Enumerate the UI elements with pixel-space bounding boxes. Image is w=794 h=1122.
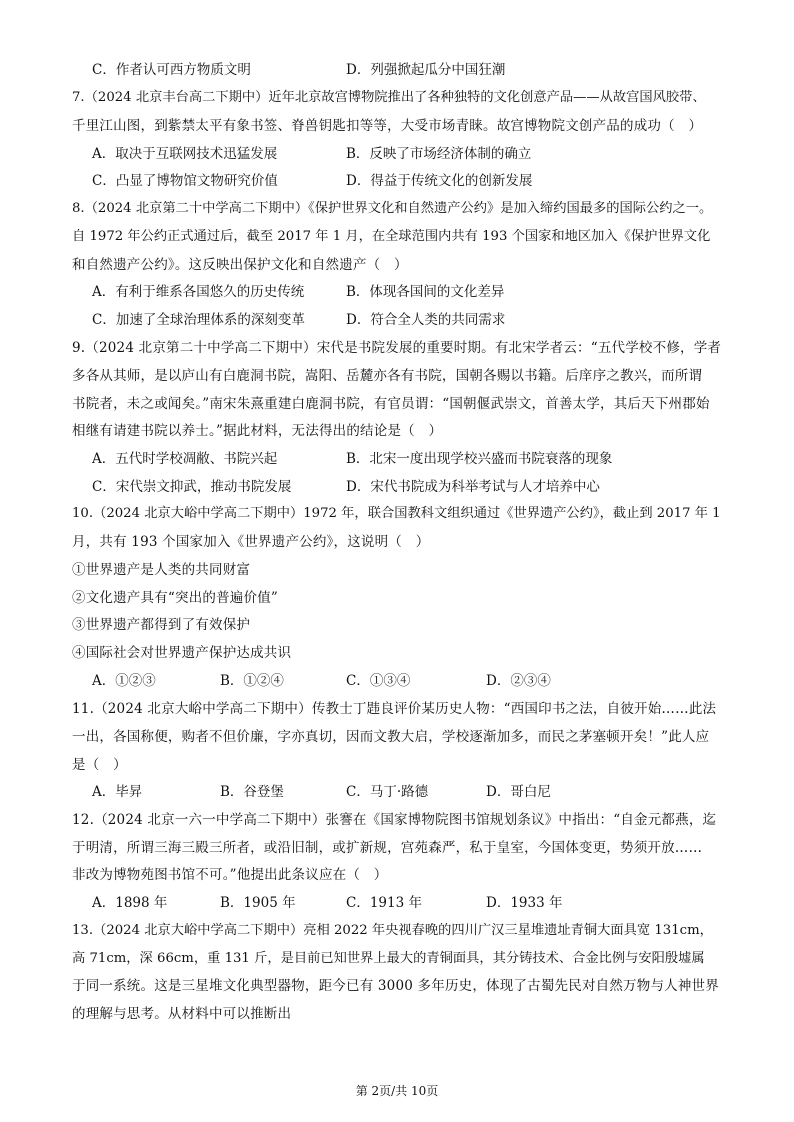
q13-stem-line-1: 13.（2024 北京大峪中学高二下期中）亮相 2022 年央视春晚的四川广汉三星堆遗址青铜大面具宽 131cm， xyxy=(72,923,713,938)
q9-stem-line-1: 9.（2024 北京第二十中学高二下期中）宋代是书院发展的重要时期。有北宋学者云：“五代学校不修，学者 xyxy=(72,340,722,356)
q12-option-d: D．1933 年 xyxy=(486,895,563,911)
q10-statement-1: ①世界遗产是人类的共同财富 xyxy=(72,562,251,578)
q9-option-d: D．宋代书院成为科举考试与人才培养中心 xyxy=(346,479,600,495)
q12-stem-line-3: 非改为博物苑图书馆不可。”他提出此条议应在（ ） xyxy=(72,867,388,883)
q8-option-a: A．有利于维系各国悠久的历史传统 xyxy=(92,284,305,300)
q13-stem-line-3: 于同一系统。这是三星堆文化典型器物，距今已有 3000 多年历史，体现了古蜀先民对自然万物与人神世界 xyxy=(72,978,719,994)
q8-stem-line-3: 和自然遗产公约》。这反映出保护文化和自然遗产（ ） xyxy=(72,257,408,273)
q9-option-b: B．北宋一度出现学校兴盛而书院衰落的现象 xyxy=(346,451,613,467)
q11-stem-line-1: 11.（2024 北京大峪中学高二下期中）传教士丁韪良评价某历史人物：“西国印书之法，自彼开始……此法 xyxy=(72,701,717,717)
q6-option-d: D．列强掀起瓜分中国狂潮 xyxy=(346,62,506,78)
q6-option-c: C．作者认可西方物质文明 xyxy=(92,62,251,78)
q9-option-a: A．五代时学校凋敝、书院兴起 xyxy=(92,451,278,467)
q12-stem-line-1: 12.（2024 北京一六一中学高二下期中）张謇在《国家博物院图书馆规划条议》中指出：“自金元都燕，迄 xyxy=(72,812,717,828)
q9-stem-line-4: 相继有请建书院以养士。”据此材料，无法得出的结论是（ ） xyxy=(72,423,443,439)
q7-option-a: A．取决于互联网技术迅猛发展 xyxy=(92,146,278,162)
q8-option-b: B．体现各国间的文化差异 xyxy=(346,284,505,300)
q11-option-b: B．谷登堡 xyxy=(220,784,284,800)
q7-option-d: D．得益于传统文化的创新发展 xyxy=(346,173,533,189)
q12-option-c: C．1913 年 xyxy=(346,895,422,911)
q11-option-d: D．哥白尼 xyxy=(486,784,551,800)
page-footer: 第 2页/共 10页 xyxy=(355,1084,439,1098)
q10-statement-4: ④国际社会对世界遗产保护达成共识 xyxy=(72,645,292,661)
q9-stem-line-2: 多各从其师，是以庐山有白鹿洞书院，嵩阳、岳麓亦各有书院，国朝各赐以书籍。后庠序之教兴，而所谓 xyxy=(72,368,703,384)
q10-statement-3: ③世界遗产都得到了有效保护 xyxy=(72,617,251,633)
q13-stem-line-4: 的理解与思考。从材料中可以推断出 xyxy=(72,1006,292,1022)
q7-option-b: B．反映了市场经济体制的确立 xyxy=(346,146,532,162)
q12-option-b: B．1905 年 xyxy=(220,895,296,911)
q10-option-d: D．②③④ xyxy=(486,673,551,689)
q10-statement-2: ②文化遗产具有“突出的普遍价值” xyxy=(72,590,279,606)
q8-stem-line-2: 自 1972 年公约正式通过后，截至 2017 年 1 月，在全球范围内共有 193 个国家和地区加入《保护世界文化 xyxy=(72,229,711,244)
q12-option-a: A．1898 年 xyxy=(92,895,168,911)
q7-stem-line-1: 7.（2024 北京丰台高二下期中）近年北京故宫博物院推出了各种独特的文化创意产品——从故宫国风胶带、 xyxy=(72,90,706,105)
q9-option-c: C．宋代崇文抑武，推动书院发展 xyxy=(92,479,292,495)
q13-stem-line-2: 高 71cm，深 66cm，重 131 斤，是目前已知世界上最大的青铜面具，其分铸技术、合金比例与安阳殷墟属 xyxy=(72,951,705,966)
q10-option-c: C．①③④ xyxy=(346,673,411,689)
q11-stem-line-2: 一出，各国称便，购者不但价廉，字亦真切，因而文教大启，学校逐渐加多，而民之茅塞顿开矣！”此人应 xyxy=(72,729,710,745)
q10-option-a: A．①②③ xyxy=(92,673,156,689)
q8-option-d: D．符合全人类的共同需求 xyxy=(346,312,506,328)
q11-option-c: C．马丁·路德 xyxy=(346,784,429,800)
q10-stem-line-2: 月，共有 193 个国家加入《世界遗产公约》，这说明（ ） xyxy=(72,534,430,550)
q7-stem-line-2: 千里江山图，到紫禁太平有象书签、脊兽钥匙扣等等，大受市场青睐。故宫博物院文创产品的成功（ ） xyxy=(72,118,703,134)
q9-stem-line-3: 书院者，未之或闻矣。”南宋朱熹重建白鹿洞书院，有官员谓：“国朝偃武崇文，首善太学，其后天下州郡始 xyxy=(72,396,710,412)
q10-option-b: B．①②④ xyxy=(220,673,284,689)
q12-stem-line-2: 于明清，所谓三海三殿三所者，或沿旧制，或扩新规，宫苑森严，私于皇室，今国体变更，势须开放…… xyxy=(72,840,703,856)
q11-option-a: A．毕昇 xyxy=(92,784,143,800)
q7-option-c: C．凸显了博物馆文物研究价值 xyxy=(92,173,278,189)
q11-stem-line-3: 是（ ） xyxy=(72,757,127,773)
q8-option-c: C．加速了全球治理体系的深刻变革 xyxy=(92,312,305,328)
q10-stem-line-1: 10.（2024 北京大峪中学高二下期中）1972 年，联合国教科文组织通过《世界遗产公约》，截止到 2017 年 1 xyxy=(72,506,721,521)
q8-stem-line-1: 8.（2024 北京第二十中学高二下期中）《保护世界文化和自然遗产公约》是加入缔约国最多的国际公约之一。 xyxy=(72,201,713,216)
